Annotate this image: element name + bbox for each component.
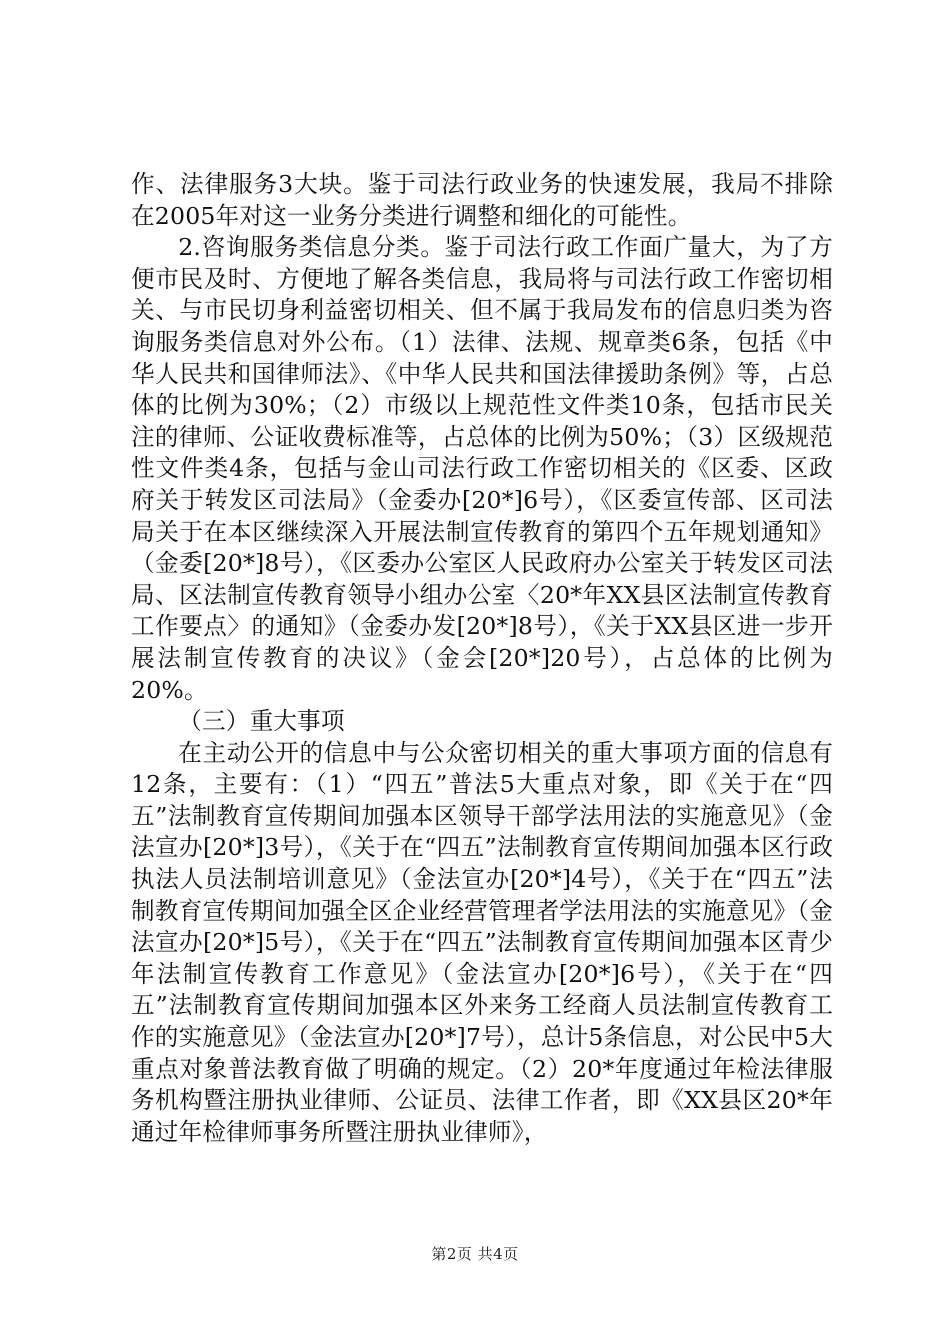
- paragraph-consulting-services: 2.咨询服务类信息分类。鉴于司法行政工作面广量大，为了方便市民及时、方便地了解各类信息，我局将与司法行政工作密切相关、与市民切身利益密切相关、但不属于我局发布的信息归类为咨询服务类信息对外公布。（1）法律、法规、规章类6条，包括《中华人民共和国律师法》、《中华人民共和国法律援助条例》等，占总体的比例为30%；（2）市级以上规范性文件类10条，包括市民关注的律师、公证收费标准等，占总体的比例为50%；（3）区级规范性文件类4条，包括与金山司法行政工作密切相关的《区委、区政府关于转发区司法局》（金委办[20*]6号），《区委宣传部、区司法局关于在本区继续深入开展法制宣传教育的第四个五年规划通知》（金委[20*]8号），《区委办公室区人民政府办公室关于转发区司法局、区法制宣传教育领导小组办公室〈20*年XX县区法制宣传教育工作要点〉的通知》（金委办发[20*]8号），《关于XX县区进一步开展法制宣传教育的决议》（金会[20*]20号），占总体的比例为20%。: [131, 233, 833, 704]
- paragraph-continuation: 作、法律服务3大块。鉴于司法行政业务的快速发展，我局不排除在2005年对这一业务分类进行调整和细化的可能性。: [131, 170, 833, 230]
- section-heading-major-matters: （三）重大事项: [178, 707, 345, 736]
- page-footer: [0, 1244, 950, 1264]
- document-body: [131, 169, 833, 1148]
- page-number-label: 第2页 共4页: [431, 1245, 519, 1263]
- paragraph-major-matters: 在主动公开的信息中与公众密切相关的重大事项方面的信息有12条，主要有：（1）“四五”普法5大重点对象，即《关于在“四五”法制教育宣传期间加强本区领导干部学法用法的实施意见》（金法宣办[20*]3号），《关于在“四五”法制教育宣传期间加强本区行政执法人员法制培训意见》（金法宣办[20*]4号），《关于在“四五”法制教育宣传期间加强全区企业经营管理者学法用法的实施意见》（金法宣办[20*]5号），《关于在“四五”法制教育宣传期间加强本区青少年法制宣传教育工作意见》（金法宣办[20*]6号），《关于在“四五”法制教育宣传期间加强本区外来务工经商人员法制宣传教育工作的实施意见》（金法宣办[20*]7号），总计5条信息，对公民中5大重点对象普法教育做了明确的规定。（2）20*年度通过年检法律服务机构暨注册执业律师、公证员、法律工作者，即《XX县区20*年通过年检律师事务所暨注册执业律师》，: [131, 738, 834, 1146]
